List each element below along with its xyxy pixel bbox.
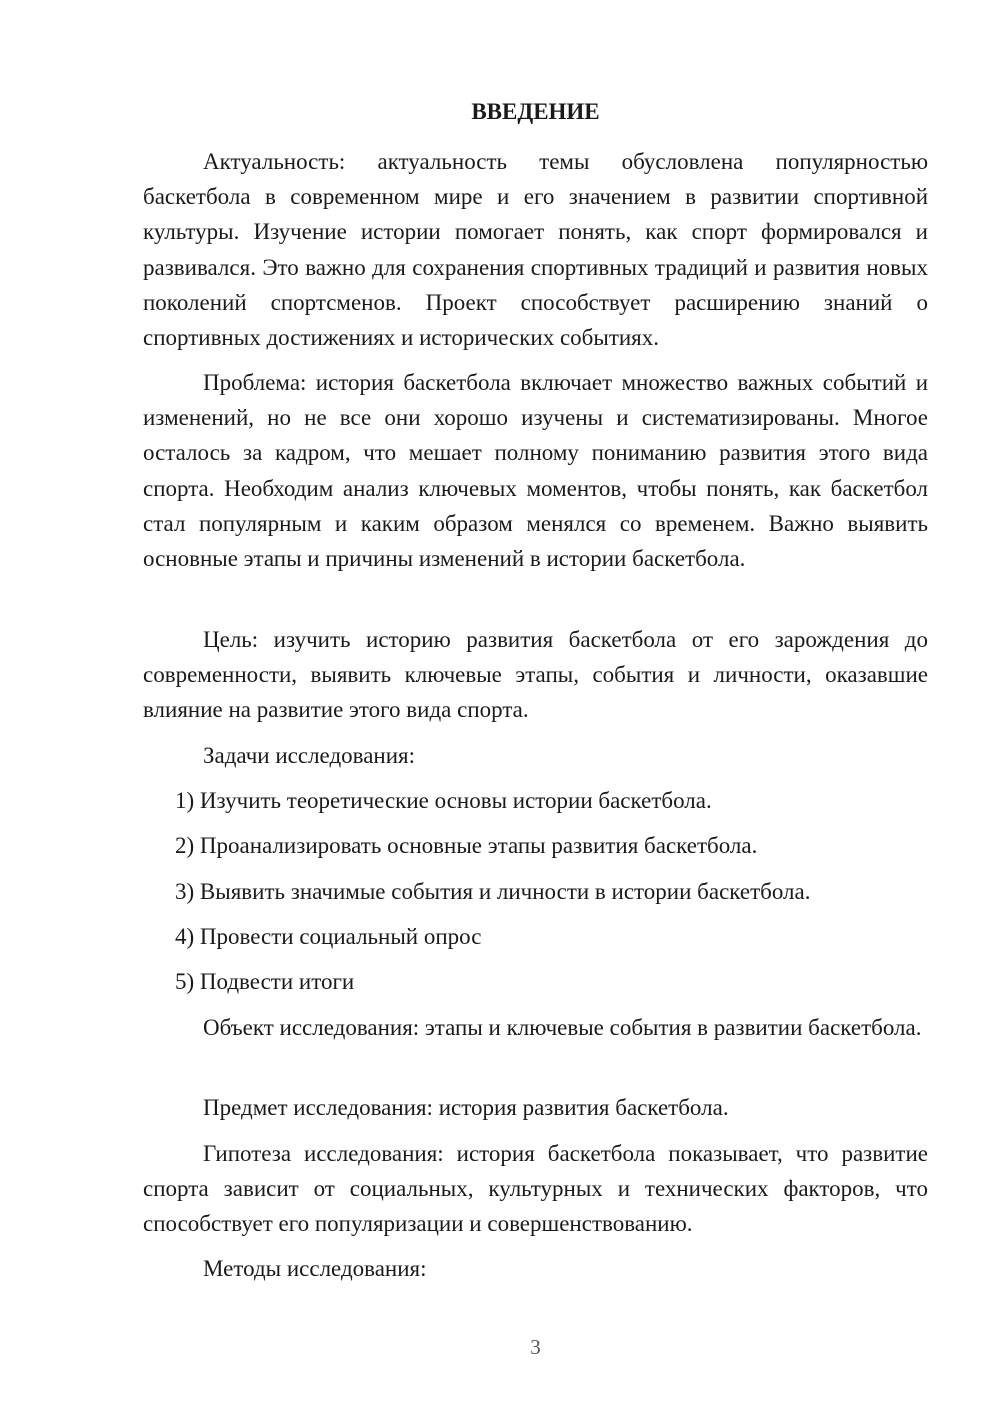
task-item-3: 3) Выявить значимые события и личности в истории баскетбола. xyxy=(175,879,811,904)
methods-heading: Методы исследования: xyxy=(203,1256,427,1281)
section-title: ВВЕДЕНИЕ xyxy=(471,99,600,124)
paragraph-relevance: Актуальность: актуальность темы обусловлена популярностью баскетбола в современном мире и его значением в развитии спортивной культуры. Изучение истории помогает понять, как спорт формировался и развивался. Это важно для сохранения спортивных традиций и развития новых поколений спортсменов. Проект способствует расширению знаний о спортивных достижениях и исторических событиях. xyxy=(143,149,928,351)
paragraph-object: Объект исследования: этапы и ключевые события в развитии баскетбола. xyxy=(203,1015,922,1040)
paragraph-problem: Проблема: история баскетбола включает множество важных событий и изменений, но не все они хорошо изучены и систематизированы. Многое осталось за кадром, что мешает полному пониманию развития этого вида спорта. Необходим анализ ключевых моментов, чтобы понять, как баскетбол стал популярным и каким образом менялся со временем. Важно выявить основные этапы и причины изменений в истории баскетбола. xyxy=(143,370,928,572)
paragraph-subject: Предмет исследования: история развития баскетбола. xyxy=(203,1095,729,1120)
paragraph-goal: Цель: изучить историю развития баскетбола от его зарождения до современности, выявить ключевые этапы, события и личности, оказавшие влияние на развитие этого вида спорта. xyxy=(143,627,928,723)
paragraph-hypothesis: Гипотеза исследования: история баскетбола показывает, что развитие спорта зависит от социальных, культурных и технических факторов, что способствует его популяризации и совершенствованию. xyxy=(143,1141,928,1237)
task-item-4: 4) Провести социальный опрос xyxy=(175,924,482,949)
task-item-2: 2) Проанализировать основные этапы развития баскетбола. xyxy=(175,833,758,858)
task-item-5: 5) Подвести итоги xyxy=(175,969,355,994)
task-item-1: 1) Изучить теоретические основы истории баскетбола. xyxy=(175,788,712,813)
tasks-heading: Задачи исследования: xyxy=(203,743,416,768)
page-number: 3 xyxy=(530,1335,541,1359)
